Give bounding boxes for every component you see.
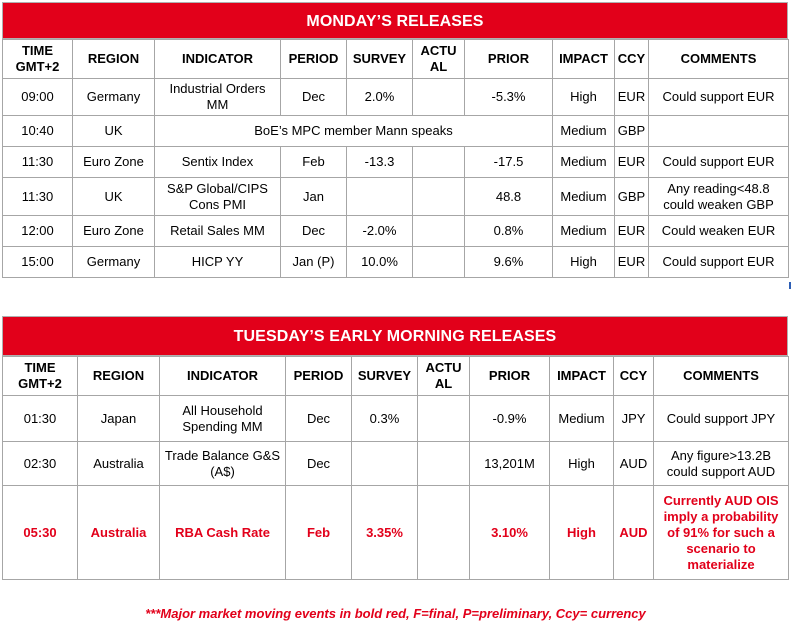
table-row [3, 216, 789, 247]
cell-indicator: Sentix Index [155, 147, 281, 178]
cell-time: 12:00 [3, 216, 73, 247]
cell-time: 15:00 [3, 247, 73, 278]
cell-region: Euro Zone [73, 147, 155, 178]
cell-survey: 10.0% [347, 247, 413, 278]
col-comments: COMMENTS [649, 40, 789, 79]
cell-prior: 48.8 [465, 178, 553, 216]
cell-survey: 3.35% [352, 486, 418, 580]
cell-ccy: AUD [614, 486, 654, 580]
cell-ccy: GBP [615, 178, 649, 216]
cell-impact: Medium [553, 178, 615, 216]
cell-period: Dec [286, 396, 352, 442]
cell-comments: Could support EUR [649, 247, 789, 278]
col-indicator: INDICATOR [155, 40, 281, 79]
col-impact: IMPACT [553, 40, 615, 79]
header-row [3, 40, 789, 79]
monday-releases-panel [2, 2, 788, 278]
cell-actual [413, 79, 465, 116]
table-row [3, 79, 789, 116]
cell-impact: High [553, 79, 615, 116]
cell-ccy: JPY [614, 396, 654, 442]
cell-period: Dec [281, 216, 347, 247]
table-row [3, 396, 789, 442]
cell-prior: 13,201M [470, 442, 550, 486]
cell-impact: Medium [550, 396, 614, 442]
tuesday-releases-panel [2, 316, 788, 580]
cell-actual [418, 442, 470, 486]
cell-actual [413, 247, 465, 278]
cell-actual [413, 216, 465, 247]
footnote: ***Major market moving events in bold red, F=final, P=preliminary, Ccy= currency [145, 606, 646, 621]
cell-survey: 0.3% [352, 396, 418, 442]
cell-survey [347, 178, 413, 216]
tuesday-table [2, 356, 789, 580]
cell-period: Feb [286, 486, 352, 580]
cell-impact: Medium [553, 116, 615, 147]
cell-indicator: HICP YY [155, 247, 281, 278]
col-survey: SURVEY [347, 40, 413, 79]
col-ccy: CCY [615, 40, 649, 79]
cell-time: 11:30 [3, 178, 73, 216]
col-comments: COMMENTS [654, 357, 789, 396]
cell-indicator: S&P Global/CIPS Cons PMI [155, 178, 281, 216]
table-row [3, 442, 789, 486]
cell-survey: 2.0% [347, 79, 413, 116]
cell-time: 05:30 [3, 486, 78, 580]
cell-impact: High [550, 442, 614, 486]
cell-actual [418, 396, 470, 442]
cell-indicator: Trade Balance G&S (A$) [160, 442, 286, 486]
cell-time: 02:30 [3, 442, 78, 486]
col-period: PERIOD [286, 357, 352, 396]
cell-period: Dec [281, 79, 347, 116]
cell-actual [413, 147, 465, 178]
cell-comments: Could weaken EUR [649, 216, 789, 247]
col-region: REGION [73, 40, 155, 79]
table-row [3, 116, 789, 147]
col-time: TIME GMT+2 [3, 40, 73, 79]
cell-prior: -17.5 [465, 147, 553, 178]
col-indicator: INDICATOR [160, 357, 286, 396]
cell-ccy: EUR [615, 216, 649, 247]
cell-prior: 3.10% [470, 486, 550, 580]
monday-table [2, 39, 789, 278]
cell-comments: Could support EUR [649, 79, 789, 116]
col-actual: ACTU AL [413, 40, 465, 79]
table-row [3, 247, 789, 278]
col-period: PERIOD [281, 40, 347, 79]
tuesday-title: TUESDAY’S EARLY MORNING RELEASES [2, 316, 788, 356]
cell-region: Euro Zone [73, 216, 155, 247]
table-row [3, 178, 789, 216]
cell-period: Jan (P) [281, 247, 347, 278]
table-row-highlight [3, 486, 789, 580]
cell-actual [418, 486, 470, 580]
cell-impact: High [553, 247, 615, 278]
col-time: TIME GMT+2 [3, 357, 78, 396]
cell-period: Dec [286, 442, 352, 486]
cell-indicator: Industrial Orders MM [155, 79, 281, 116]
cell-time: 09:00 [3, 79, 73, 116]
cell-comments: Could support EUR [649, 147, 789, 178]
cell-survey: -2.0% [347, 216, 413, 247]
cell-indicator: All Household Spending MM [160, 396, 286, 442]
cell-time: 01:30 [3, 396, 78, 442]
cell-region: UK [73, 116, 155, 147]
cell-region: Germany [73, 247, 155, 278]
cell-indicator: Retail Sales MM [155, 216, 281, 247]
col-prior: PRIOR [465, 40, 553, 79]
cell-survey [352, 442, 418, 486]
cell-prior: 9.6% [465, 247, 553, 278]
cell-period: Feb [281, 147, 347, 178]
cell-prior: 0.8% [465, 216, 553, 247]
cell-region: Germany [73, 79, 155, 116]
col-survey: SURVEY [352, 357, 418, 396]
cell-ccy: EUR [615, 147, 649, 178]
cell-prior: -0.9% [470, 396, 550, 442]
cell-impact: Medium [553, 147, 615, 178]
cell-region: Japan [78, 396, 160, 442]
cell-comments: Could support JPY [654, 396, 789, 442]
cell-ccy: EUR [615, 247, 649, 278]
cell-comments: Currently AUD OIS imply a probability of 91% for such a scenario to materialize [654, 486, 789, 580]
cell-comments: Any figure>13.2B could support AUD [654, 442, 789, 486]
cell-region: Australia [78, 442, 160, 486]
cell-impact: High [550, 486, 614, 580]
header-row [3, 357, 789, 396]
cell-prior: -5.3% [465, 79, 553, 116]
cell-region: Australia [78, 486, 160, 580]
cell-indicator-merged: BoE’s MPC member Mann speaks [155, 116, 553, 147]
cell-survey: -13.3 [347, 147, 413, 178]
cell-comments [649, 116, 789, 147]
cell-region: UK [73, 178, 155, 216]
monday-title: MONDAY’S RELEASES [2, 2, 788, 39]
cell-period: Jan [281, 178, 347, 216]
cell-ccy: GBP [615, 116, 649, 147]
col-ccy: CCY [614, 357, 654, 396]
cell-ccy: AUD [614, 442, 654, 486]
cell-actual [413, 178, 465, 216]
col-actual: ACTU AL [418, 357, 470, 396]
cell-time: 11:30 [3, 147, 73, 178]
table-row [3, 147, 789, 178]
cell-time: 10:40 [3, 116, 73, 147]
col-region: REGION [78, 357, 160, 396]
col-prior: PRIOR [470, 357, 550, 396]
cell-comments: Any reading<48.8 could weaken GBP [649, 178, 789, 216]
col-impact: IMPACT [550, 357, 614, 396]
cell-ccy: EUR [615, 79, 649, 116]
cell-indicator: RBA Cash Rate [160, 486, 286, 580]
cell-impact: Medium [553, 216, 615, 247]
